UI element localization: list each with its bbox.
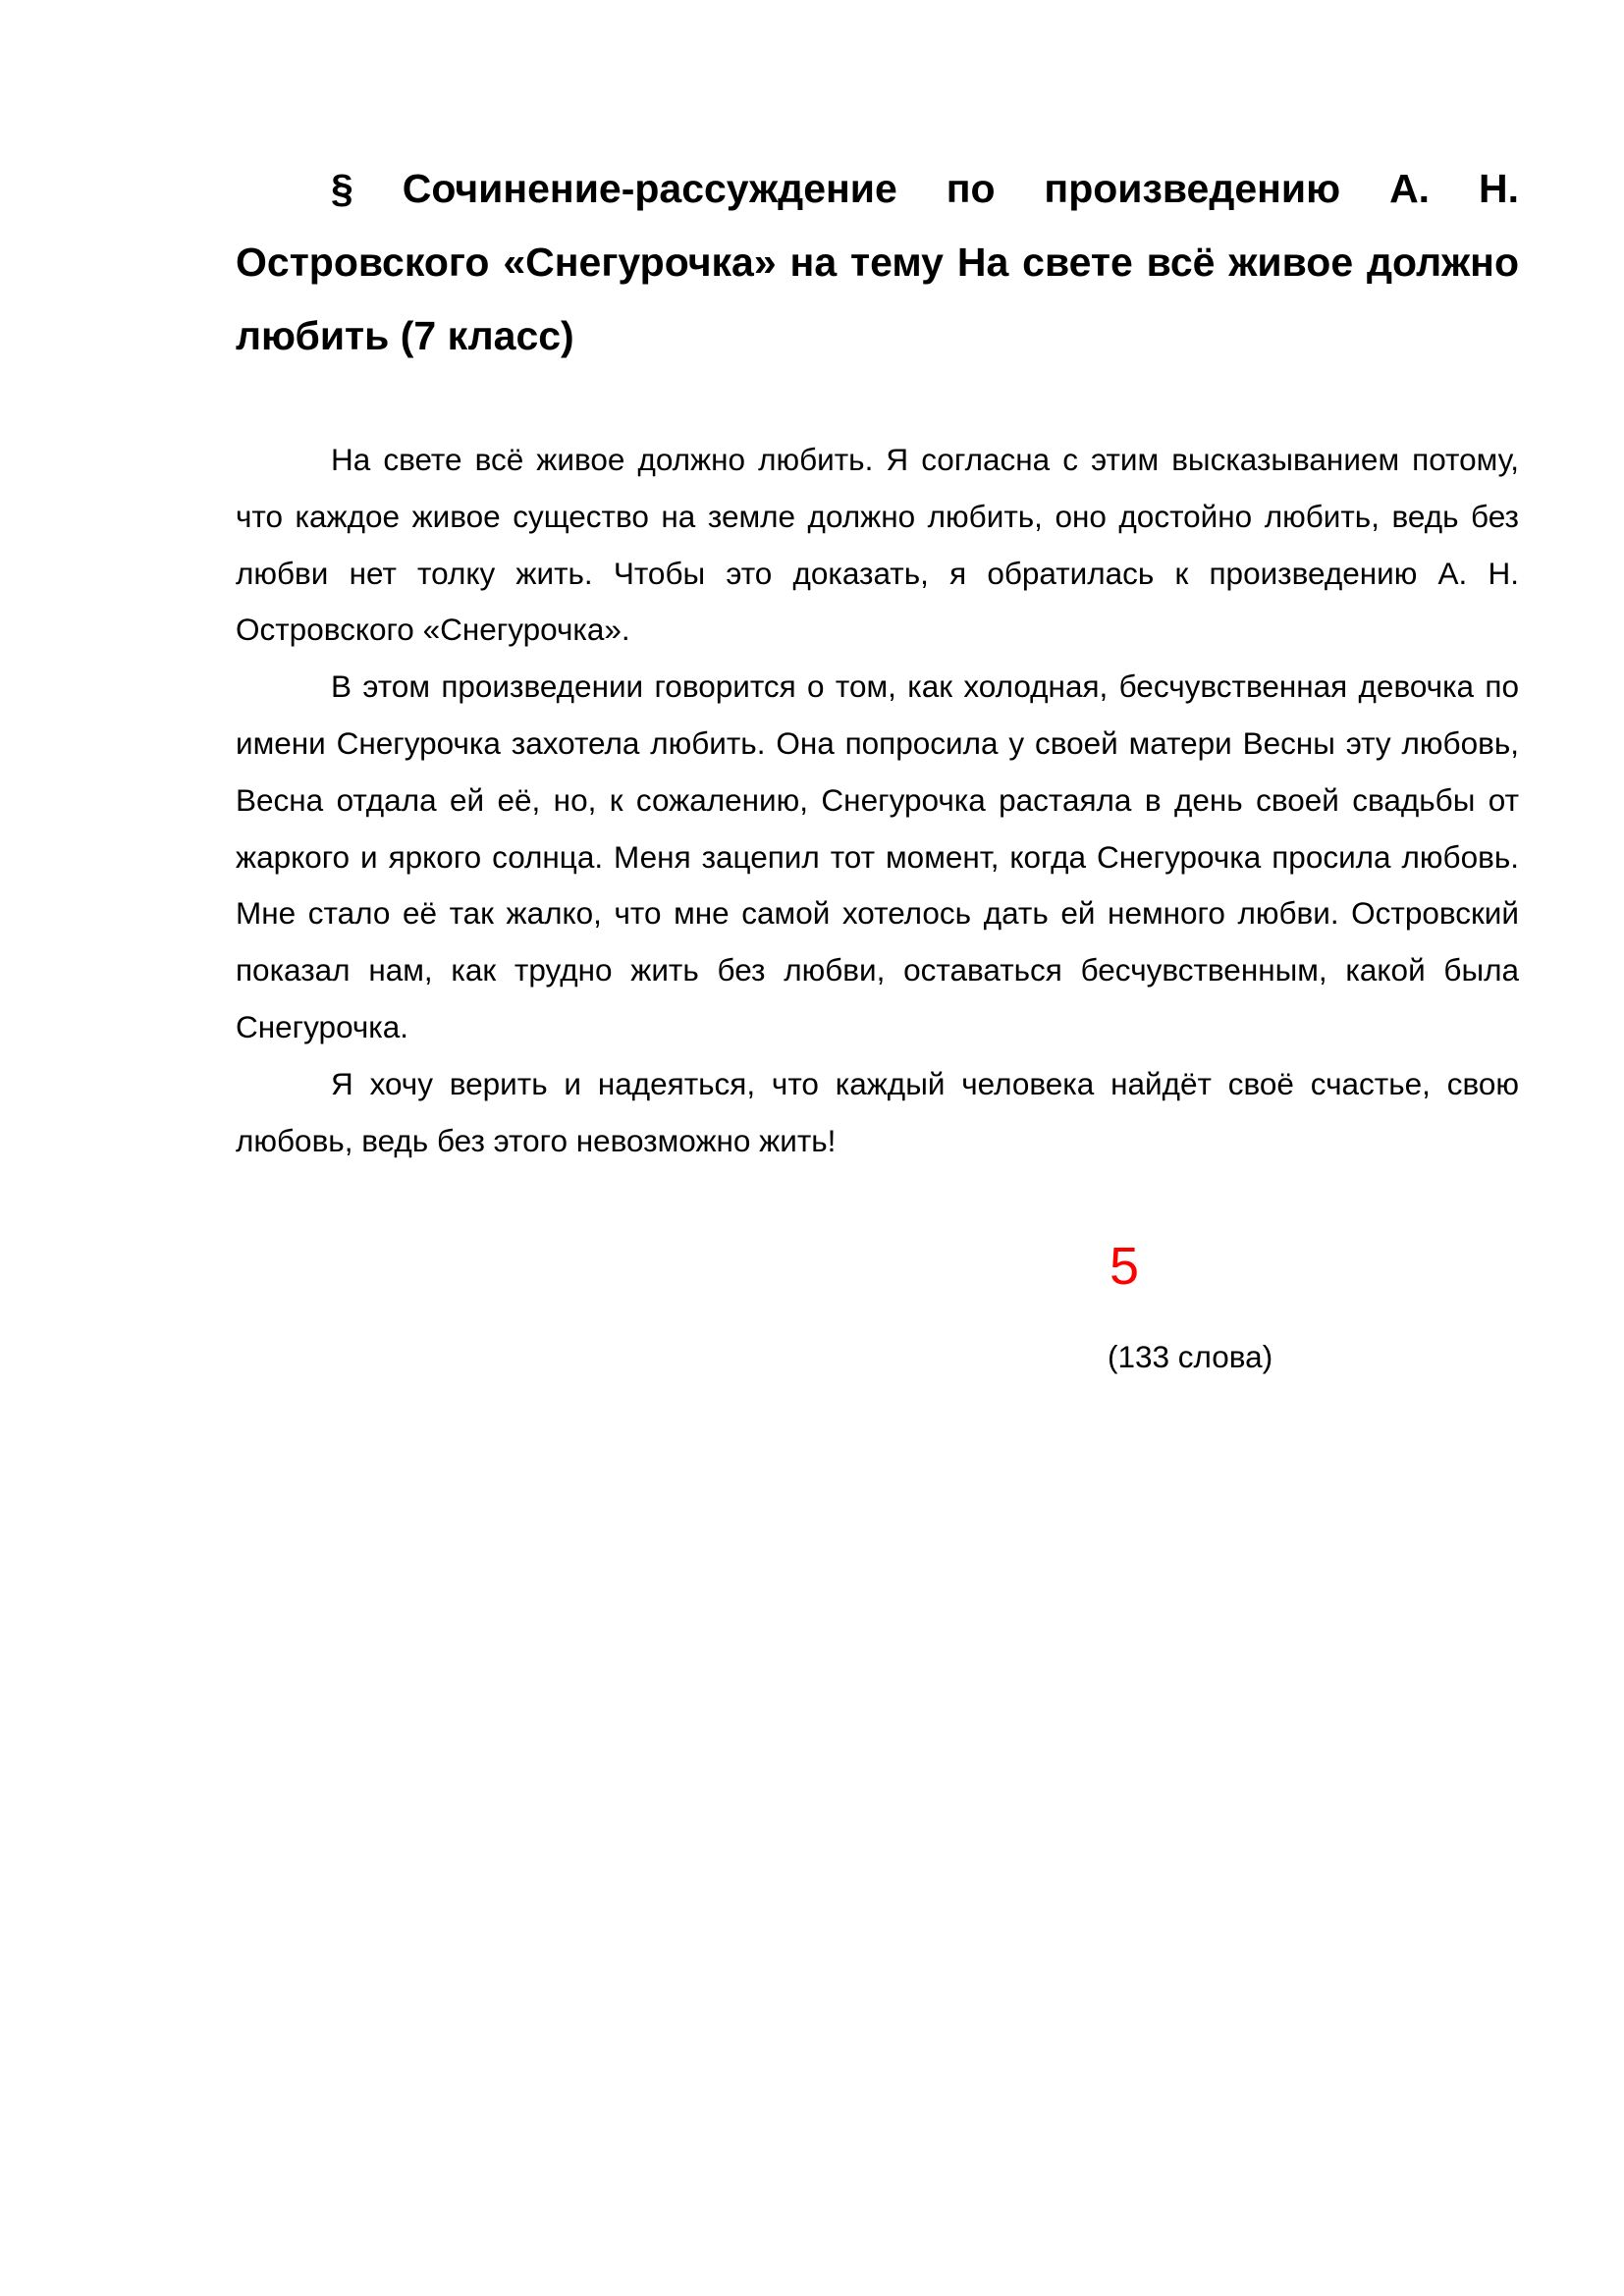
grade-mark: 5 xyxy=(1110,1237,1140,1296)
essay-paragraph: Я хочу верить и надеяться, что каждый человека найдёт своё счастье, свою любовь, ведь без этого невозможно жить! xyxy=(236,1065,1519,1158)
word-count: (133 слова) xyxy=(1108,1339,1273,1374)
essay-paragraph: На свете всё живое должно любить. Я согласна с этим высказыванием потому, что каждое живое существо на земле должно любить, оно достойно любить, ведь без любви нет толку жить. Чтобы это доказать, я обратилась к произведению А. Н. Островского «Снегурочка». xyxy=(236,442,1519,648)
essay-paragraph: В этом произведении говорится о том, как холодная, бесчувственная девочка по имени Снегурочка захотела любить. Она попросила у своей матери Весны эту любовь, Весна отдала ей её, но, к сожалению, Снегурочка растаяла в день своей свадьбы от жаркого и яркого солнца. Меня зацепил тот момент, когда Снегурочка просила любовь. Мне стало её так жалко, что мне самой хотелось дать ей немного любви. Островский показал нам, как трудно жить без любви, оставаться бесчувственным, какой была Снегурочка. xyxy=(236,668,1519,1044)
essay-body xyxy=(236,432,1519,1169)
essay-title: § Сочинение-рассуждение по произведению А. Н. Островского «Снегурочка» на тему На свете всё живое должно любить (7 класс) xyxy=(236,166,1519,358)
